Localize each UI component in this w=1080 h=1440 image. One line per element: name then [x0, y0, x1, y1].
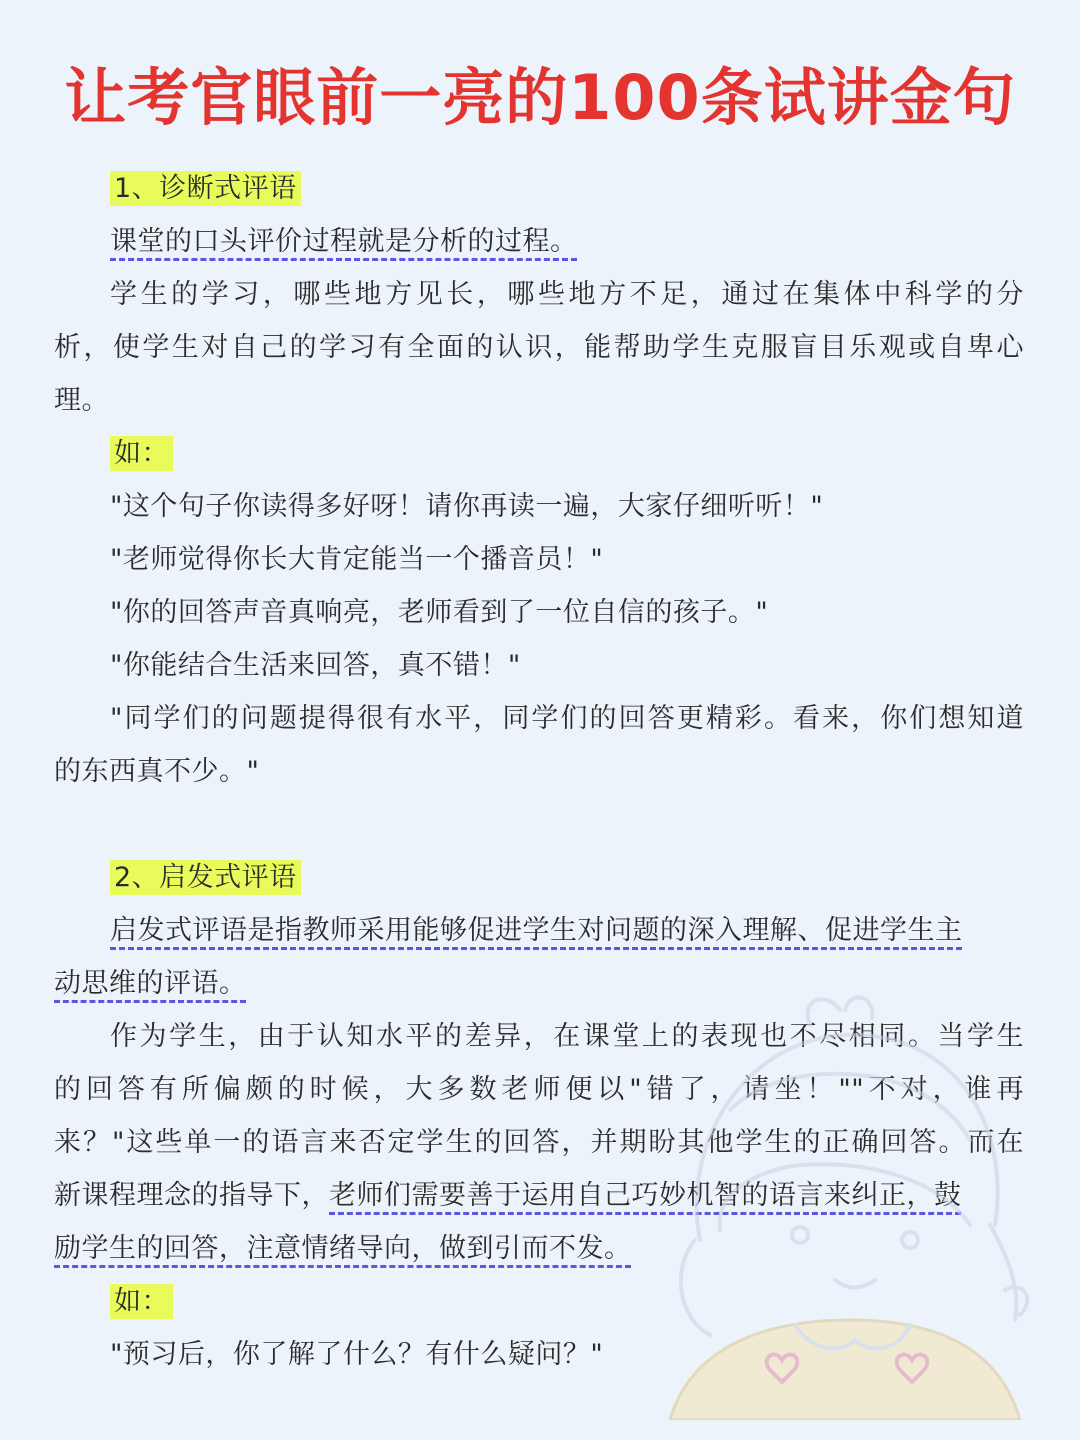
section-1-quote-2: "老师觉得你长大肯定能当一个播音员！" [110, 544, 604, 575]
section-2-definition-line-2: 动思维的评语。 [54, 968, 247, 999]
section-1-quote-1: "这个句子你读得多好呀！请你再读一遍，大家仔细听听！" [110, 491, 824, 522]
section-1-heading: 1、诊断式评语 [110, 171, 301, 206]
section-2-para-line-4-plain: 新课程理念的指导下， [54, 1180, 329, 1211]
section-1-example-row [54, 427, 1024, 480]
section-2-para-line-5: 励学生的回答，注意情绪导向，做到引而不发。 [54, 1233, 632, 1264]
section-2-para-line-2: 的回答有所偏颇的时候，大多数老师便以"错了，请坐！""不对，谁再 [54, 1074, 1024, 1105]
section-2-example-label: 如： [110, 1284, 173, 1319]
section-2-quote-1: "预习后，你了解了什么？有什么疑问？" [110, 1339, 604, 1370]
section-1-quote-4: "你能结合生活来回答，真不错！" [110, 650, 521, 681]
section-1-definition-row [54, 215, 1024, 268]
section-2-para-line-3: 来？"这些单一的语言来否定学生的回答，并期盼其他学生的正确回答。而在 [54, 1127, 1024, 1158]
section-1-para-line-2: 析，使学生对自己的学习有全面的认识，能帮助学生克服盲目乐观或自卑心 [54, 332, 1024, 363]
section-2-definition-line-1: 启发式评语是指教师采用能够促进学生对问题的深入理解、促进学生主 [110, 915, 963, 946]
section-spacer [54, 798, 1024, 851]
section-1-quote-5-line-2: 的东西真不少。" [54, 756, 260, 787]
section-2-para-line-4-underlined: 老师们需要善于运用自己巧妙机智的语言来纠正，鼓 [329, 1180, 962, 1211]
girl-illustration-icon [610, 990, 1040, 1420]
section-1-heading-row [54, 162, 1024, 215]
section-1-example-label: 如： [110, 436, 173, 471]
section-1-quote-5-line-1: "同学们的问题提得很有水平，同学们的回答更精彩。看来，你们想知道 [110, 703, 1024, 734]
section-1-para-line-1: 学生的学习，哪些地方见长，哪些地方不足，通过在集体中科学的分 [110, 279, 1024, 310]
section-2-heading: 2、启发式评语 [110, 860, 301, 895]
section-1-para-line-3: 理。 [54, 385, 109, 416]
section-2-heading-row [54, 851, 1024, 904]
section-1-quote-3: "你的回答声音真响亮，老师看到了一位自信的孩子。" [110, 597, 769, 628]
section-2-definition-row-1 [54, 904, 1024, 957]
section-2-para-line-1: 作为学生，由于认知水平的差异，在课堂上的表现也不尽相同。当学生 [110, 1021, 1024, 1052]
page-title: 让考官眼前一亮的100条试讲金句 [64, 61, 1016, 134]
section-1-definition: 课堂的口头评价过程就是分析的过程。 [110, 226, 578, 257]
